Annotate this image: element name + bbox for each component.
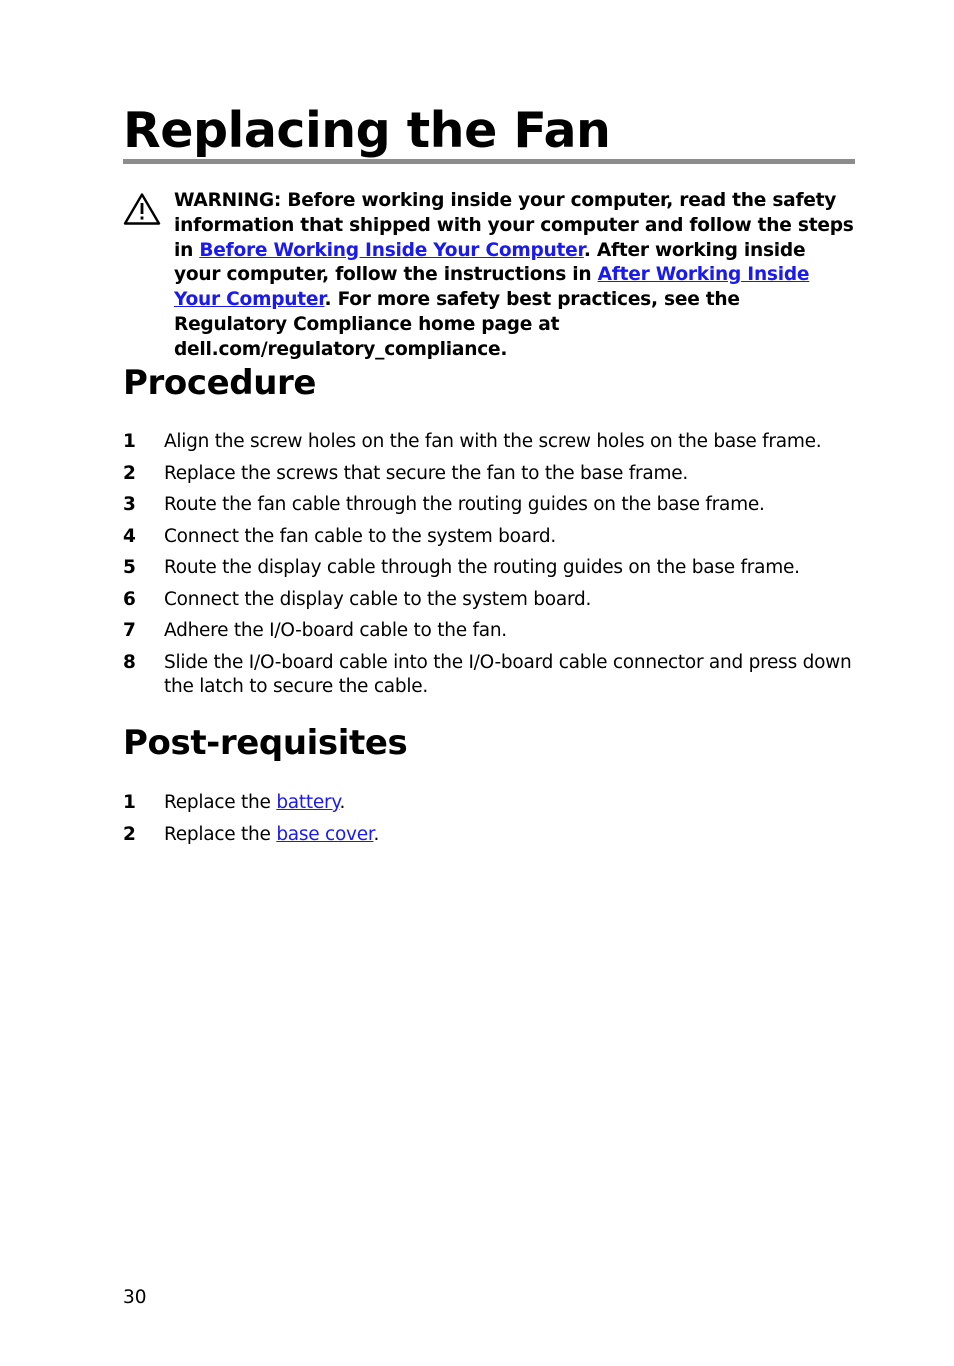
procedure-step bbox=[123, 619, 855, 644]
title-underline-rule bbox=[123, 159, 855, 164]
step-number: 7 bbox=[123, 620, 136, 641]
procedure-step bbox=[123, 651, 855, 700]
step-number: 2 bbox=[123, 823, 136, 845]
before-working-link[interactable]: Before Working Inside Your Computer bbox=[199, 239, 584, 261]
step-text: Route the fan cable through the routing guides on the base frame. bbox=[164, 494, 765, 515]
step-text bbox=[164, 791, 855, 816]
page-number: 30 bbox=[123, 1287, 147, 1308]
warning-text-prefix: WARNING: Before working inside your computer, read the safety information that shipped with your computer and follow the steps in bbox=[174, 190, 854, 261]
step-number: 8 bbox=[123, 651, 136, 673]
step-number: 2 bbox=[123, 462, 136, 484]
base-cover-link[interactable]: base cover bbox=[276, 823, 374, 845]
step-text-prefix: Replace the bbox=[164, 823, 277, 845]
procedure-step bbox=[123, 556, 855, 581]
procedure-step bbox=[123, 588, 855, 613]
procedure-step bbox=[123, 493, 855, 518]
step-text: Connect the display cable to the system board. bbox=[164, 588, 592, 610]
step-text: Connect the fan cable to the system board. bbox=[164, 525, 556, 547]
step-text: Slide the I/O-board cable into the I/O-board cable connector and press down the latch to secure the cable. bbox=[164, 651, 852, 697]
step-number: 5 bbox=[123, 557, 136, 578]
step-number: 6 bbox=[123, 588, 136, 610]
warning-text-suffix: . For more safety best practices, see the Regulatory Compliance home page at dell.com/regulatory_compliance. bbox=[174, 289, 740, 360]
step-text-prefix: Replace the bbox=[164, 792, 277, 813]
procedure-step bbox=[123, 525, 855, 550]
procedure-steps bbox=[123, 430, 855, 707]
procedure-heading: Procedure bbox=[123, 363, 317, 403]
step-text: Route the display cable through the routing guides on the base frame. bbox=[164, 557, 800, 578]
step-text: Replace the screws that secure the fan to the base frame. bbox=[164, 462, 689, 484]
step-number: 4 bbox=[123, 525, 136, 547]
warning-triangle-icon bbox=[123, 192, 161, 226]
post-requisite-step bbox=[123, 823, 855, 848]
step-number: 1 bbox=[123, 431, 136, 452]
post-requisites-heading: Post-requisites bbox=[123, 723, 408, 763]
procedure-step bbox=[123, 430, 855, 455]
warning-text-middle: . After working inside your computer, follow the instructions in bbox=[174, 239, 806, 286]
warning-notice bbox=[174, 189, 854, 363]
page-title: Replacing the Fan bbox=[123, 102, 611, 159]
step-number: 3 bbox=[123, 494, 136, 515]
step-text: Align the screw holes on the fan with the screw holes on the base frame. bbox=[164, 431, 822, 452]
procedure-step bbox=[123, 462, 855, 487]
step-text-suffix: . bbox=[373, 823, 380, 845]
battery-link[interactable]: battery bbox=[276, 792, 340, 813]
after-working-link[interactable]: After Working Inside Your Computer bbox=[174, 264, 810, 311]
step-number: 1 bbox=[123, 792, 136, 813]
post-requisites-steps bbox=[123, 791, 855, 854]
step-text bbox=[164, 823, 855, 848]
post-requisite-step bbox=[123, 791, 855, 816]
step-text: Adhere the I/O-board cable to the fan. bbox=[164, 620, 507, 641]
step-text-suffix: . bbox=[339, 792, 346, 813]
